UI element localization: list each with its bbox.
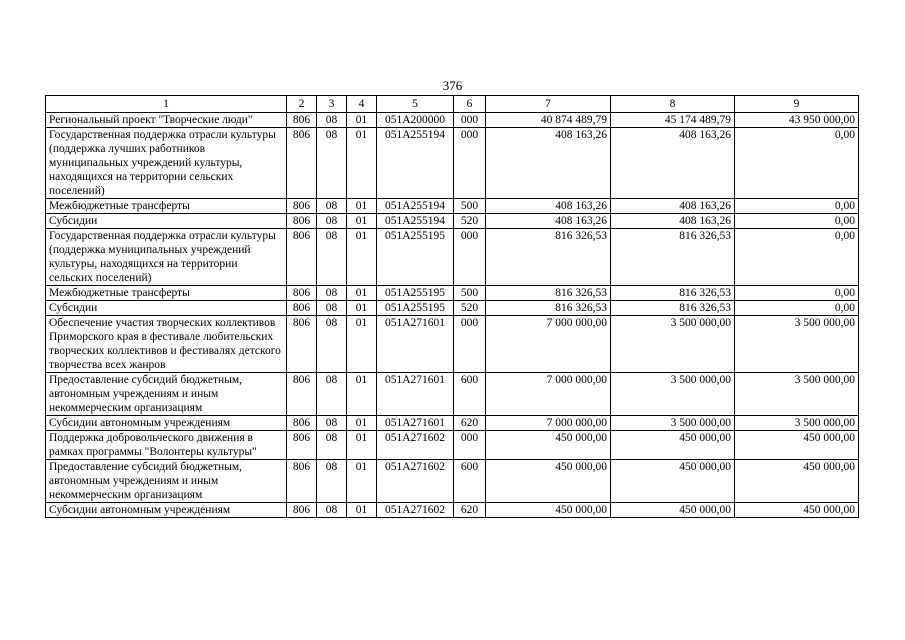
amount-col7-cell: 7 000 000,00 bbox=[486, 416, 611, 431]
expense-type-cell: 620 bbox=[454, 503, 486, 518]
budget-table bbox=[45, 95, 859, 518]
amount-col7-cell: 7 000 000,00 bbox=[486, 373, 611, 416]
expense-type-cell: 500 bbox=[454, 286, 486, 301]
amount-col7-cell: 408 163,26 bbox=[486, 199, 611, 214]
row-name-cell: Субсидии автономным учреждениям bbox=[46, 503, 287, 518]
expense-type-cell: 000 bbox=[454, 229, 486, 286]
section-code-cell: 08 bbox=[317, 199, 347, 214]
row-name-cell: Предоставление субсидий бюджетным, автономным учреждениям и иным некоммерческим организациям bbox=[46, 373, 287, 416]
admin-code-cell: 806 bbox=[287, 301, 317, 316]
row-name-cell: Межбюджетные трансферты bbox=[46, 199, 287, 214]
amount-col7-cell: 450 000,00 bbox=[486, 460, 611, 503]
amount-col8-cell: 408 163,26 bbox=[611, 199, 735, 214]
subsection-code-cell: 01 bbox=[347, 460, 377, 503]
table-row bbox=[46, 373, 859, 416]
row-name-cell: Обеспечение участия творческих коллективов Приморского края в фестивале любительских творческих коллективов и фестивалях детского творчества всех жанров bbox=[46, 316, 287, 373]
subsection-code-cell: 01 bbox=[347, 373, 377, 416]
amount-col7-cell: 450 000,00 bbox=[486, 503, 611, 518]
amount-col8-cell: 450 000,00 bbox=[611, 460, 735, 503]
expense-type-cell: 500 bbox=[454, 199, 486, 214]
target-article-cell: 051A255195 bbox=[377, 286, 454, 301]
expense-type-cell: 600 bbox=[454, 460, 486, 503]
amount-col9-cell: 0,00 bbox=[735, 301, 859, 316]
column-header: 9 bbox=[735, 96, 859, 113]
table-row bbox=[46, 431, 859, 460]
amount-col9-cell: 450 000,00 bbox=[735, 460, 859, 503]
table-row bbox=[46, 128, 859, 199]
expense-type-cell: 000 bbox=[454, 431, 486, 460]
row-name-cell: Субсидии автономным учреждениям bbox=[46, 416, 287, 431]
amount-col8-cell: 450 000,00 bbox=[611, 503, 735, 518]
subsection-code-cell: 01 bbox=[347, 199, 377, 214]
table-row bbox=[46, 503, 859, 518]
amount-col7-cell: 40 874 489,79 bbox=[486, 113, 611, 128]
column-header: 2 bbox=[287, 96, 317, 113]
amount-col9-cell: 0,00 bbox=[735, 214, 859, 229]
column-header: 5 bbox=[377, 96, 454, 113]
expense-type-cell: 620 bbox=[454, 416, 486, 431]
amount-col8-cell: 816 326,53 bbox=[611, 229, 735, 286]
amount-col9-cell: 450 000,00 bbox=[735, 503, 859, 518]
amount-col8-cell: 816 326,53 bbox=[611, 286, 735, 301]
row-name-cell: Государственная поддержка отрасли культуры (поддержка муниципальных учреждений культуры, находящихся на территории сельских поселений) bbox=[46, 229, 287, 286]
target-article-cell: 051A271602 bbox=[377, 503, 454, 518]
subsection-code-cell: 01 bbox=[347, 128, 377, 199]
column-header: 8 bbox=[611, 96, 735, 113]
target-article-cell: 051A271601 bbox=[377, 316, 454, 373]
amount-col8-cell: 45 174 489,79 bbox=[611, 113, 735, 128]
target-article-cell: 051A255195 bbox=[377, 301, 454, 316]
amount-col7-cell: 816 326,53 bbox=[486, 301, 611, 316]
amount-col8-cell: 3 500 000,00 bbox=[611, 316, 735, 373]
target-article-cell: 051A271601 bbox=[377, 373, 454, 416]
page-number: 376 bbox=[442, 78, 463, 93]
section-code-cell: 08 bbox=[317, 113, 347, 128]
amount-col9-cell: 450 000,00 bbox=[735, 431, 859, 460]
table-row bbox=[46, 316, 859, 373]
expense-type-cell: 600 bbox=[454, 373, 486, 416]
section-code-cell: 08 bbox=[317, 503, 347, 518]
amount-col9-cell: 0,00 bbox=[735, 128, 859, 199]
row-name-cell: Субсидии bbox=[46, 301, 287, 316]
admin-code-cell: 806 bbox=[287, 431, 317, 460]
column-header: 3 bbox=[317, 96, 347, 113]
target-article-cell: 051A255194 bbox=[377, 214, 454, 229]
table-row bbox=[46, 301, 859, 316]
amount-col7-cell: 408 163,26 bbox=[486, 214, 611, 229]
expense-type-cell: 520 bbox=[454, 214, 486, 229]
subsection-code-cell: 01 bbox=[347, 316, 377, 373]
section-code-cell: 08 bbox=[317, 460, 347, 503]
column-header: 4 bbox=[347, 96, 377, 113]
amount-col8-cell: 3 500 000,00 bbox=[611, 416, 735, 431]
admin-code-cell: 806 bbox=[287, 199, 317, 214]
target-article-cell: 051A255194 bbox=[377, 128, 454, 199]
target-article-cell: 051A200000 bbox=[377, 113, 454, 128]
target-article-cell: 051A271601 bbox=[377, 416, 454, 431]
target-article-cell: 051A255194 bbox=[377, 199, 454, 214]
admin-code-cell: 806 bbox=[287, 286, 317, 301]
amount-col9-cell: 3 500 000,00 bbox=[735, 373, 859, 416]
section-code-cell: 08 bbox=[317, 229, 347, 286]
target-article-cell: 051A255195 bbox=[377, 229, 454, 286]
subsection-code-cell: 01 bbox=[347, 301, 377, 316]
row-name-cell: Региональный проект "Творческие люди" bbox=[46, 113, 287, 128]
amount-col7-cell: 816 326,53 bbox=[486, 229, 611, 286]
amount-col8-cell: 408 163,26 bbox=[611, 128, 735, 199]
table-row bbox=[46, 113, 859, 128]
section-code-cell: 08 bbox=[317, 286, 347, 301]
expense-type-cell: 000 bbox=[454, 316, 486, 373]
admin-code-cell: 806 bbox=[287, 373, 317, 416]
subsection-code-cell: 01 bbox=[347, 503, 377, 518]
expense-type-cell: 520 bbox=[454, 301, 486, 316]
amount-col8-cell: 816 326,53 bbox=[611, 301, 735, 316]
column-header: 1 bbox=[46, 96, 287, 113]
section-code-cell: 08 bbox=[317, 128, 347, 199]
amount-col9-cell: 43 950 000,00 bbox=[735, 113, 859, 128]
table-row bbox=[46, 199, 859, 214]
amount-col9-cell: 0,00 bbox=[735, 286, 859, 301]
table-row bbox=[46, 214, 859, 229]
amount-col8-cell: 408 163,26 bbox=[611, 214, 735, 229]
expense-type-cell: 000 bbox=[454, 128, 486, 199]
row-name-cell: Предоставление субсидий бюджетным, автономным учреждениям и иным некоммерческим организациям bbox=[46, 460, 287, 503]
amount-col9-cell: 3 500 000,00 bbox=[735, 416, 859, 431]
column-header: 6 bbox=[454, 96, 486, 113]
section-code-cell: 08 bbox=[317, 431, 347, 460]
admin-code-cell: 806 bbox=[287, 113, 317, 128]
expense-type-cell: 000 bbox=[454, 113, 486, 128]
amount-col7-cell: 816 326,53 bbox=[486, 286, 611, 301]
admin-code-cell: 806 bbox=[287, 128, 317, 199]
table-row bbox=[46, 416, 859, 431]
table-row bbox=[46, 229, 859, 286]
section-code-cell: 08 bbox=[317, 416, 347, 431]
amount-col8-cell: 3 500 000,00 bbox=[611, 373, 735, 416]
target-article-cell: 051A271602 bbox=[377, 460, 454, 503]
section-code-cell: 08 bbox=[317, 373, 347, 416]
section-code-cell: 08 bbox=[317, 214, 347, 229]
amount-col8-cell: 450 000,00 bbox=[611, 431, 735, 460]
admin-code-cell: 806 bbox=[287, 316, 317, 373]
admin-code-cell: 806 bbox=[287, 214, 317, 229]
admin-code-cell: 806 bbox=[287, 503, 317, 518]
row-name-cell: Государственная поддержка отрасли культуры (поддержка лучших работников муниципальных учреждений культуры, находящихся на территории сельских поселений) bbox=[46, 128, 287, 199]
column-header: 7 bbox=[486, 96, 611, 113]
row-name-cell: Поддержка добровольческого движения в рамках программы "Волонтеры культуры" bbox=[46, 431, 287, 460]
row-name-cell: Межбюджетные трансферты bbox=[46, 286, 287, 301]
amount-col7-cell: 450 000,00 bbox=[486, 431, 611, 460]
subsection-code-cell: 01 bbox=[347, 113, 377, 128]
subsection-code-cell: 01 bbox=[347, 286, 377, 301]
amount-col9-cell: 0,00 bbox=[735, 229, 859, 286]
table-row bbox=[46, 286, 859, 301]
admin-code-cell: 806 bbox=[287, 460, 317, 503]
amount-col7-cell: 408 163,26 bbox=[486, 128, 611, 199]
subsection-code-cell: 01 bbox=[347, 431, 377, 460]
amount-col9-cell: 3 500 000,00 bbox=[735, 316, 859, 373]
target-article-cell: 051A271602 bbox=[377, 431, 454, 460]
subsection-code-cell: 01 bbox=[347, 229, 377, 286]
admin-code-cell: 806 bbox=[287, 416, 317, 431]
subsection-code-cell: 01 bbox=[347, 416, 377, 431]
admin-code-cell: 806 bbox=[287, 229, 317, 286]
table-row bbox=[46, 460, 859, 503]
amount-col7-cell: 7 000 000,00 bbox=[486, 316, 611, 373]
section-code-cell: 08 bbox=[317, 316, 347, 373]
section-code-cell: 08 bbox=[317, 301, 347, 316]
amount-col9-cell: 0,00 bbox=[735, 199, 859, 214]
row-name-cell: Субсидии bbox=[46, 214, 287, 229]
header-row bbox=[46, 96, 859, 113]
table-body bbox=[46, 113, 859, 518]
subsection-code-cell: 01 bbox=[347, 214, 377, 229]
